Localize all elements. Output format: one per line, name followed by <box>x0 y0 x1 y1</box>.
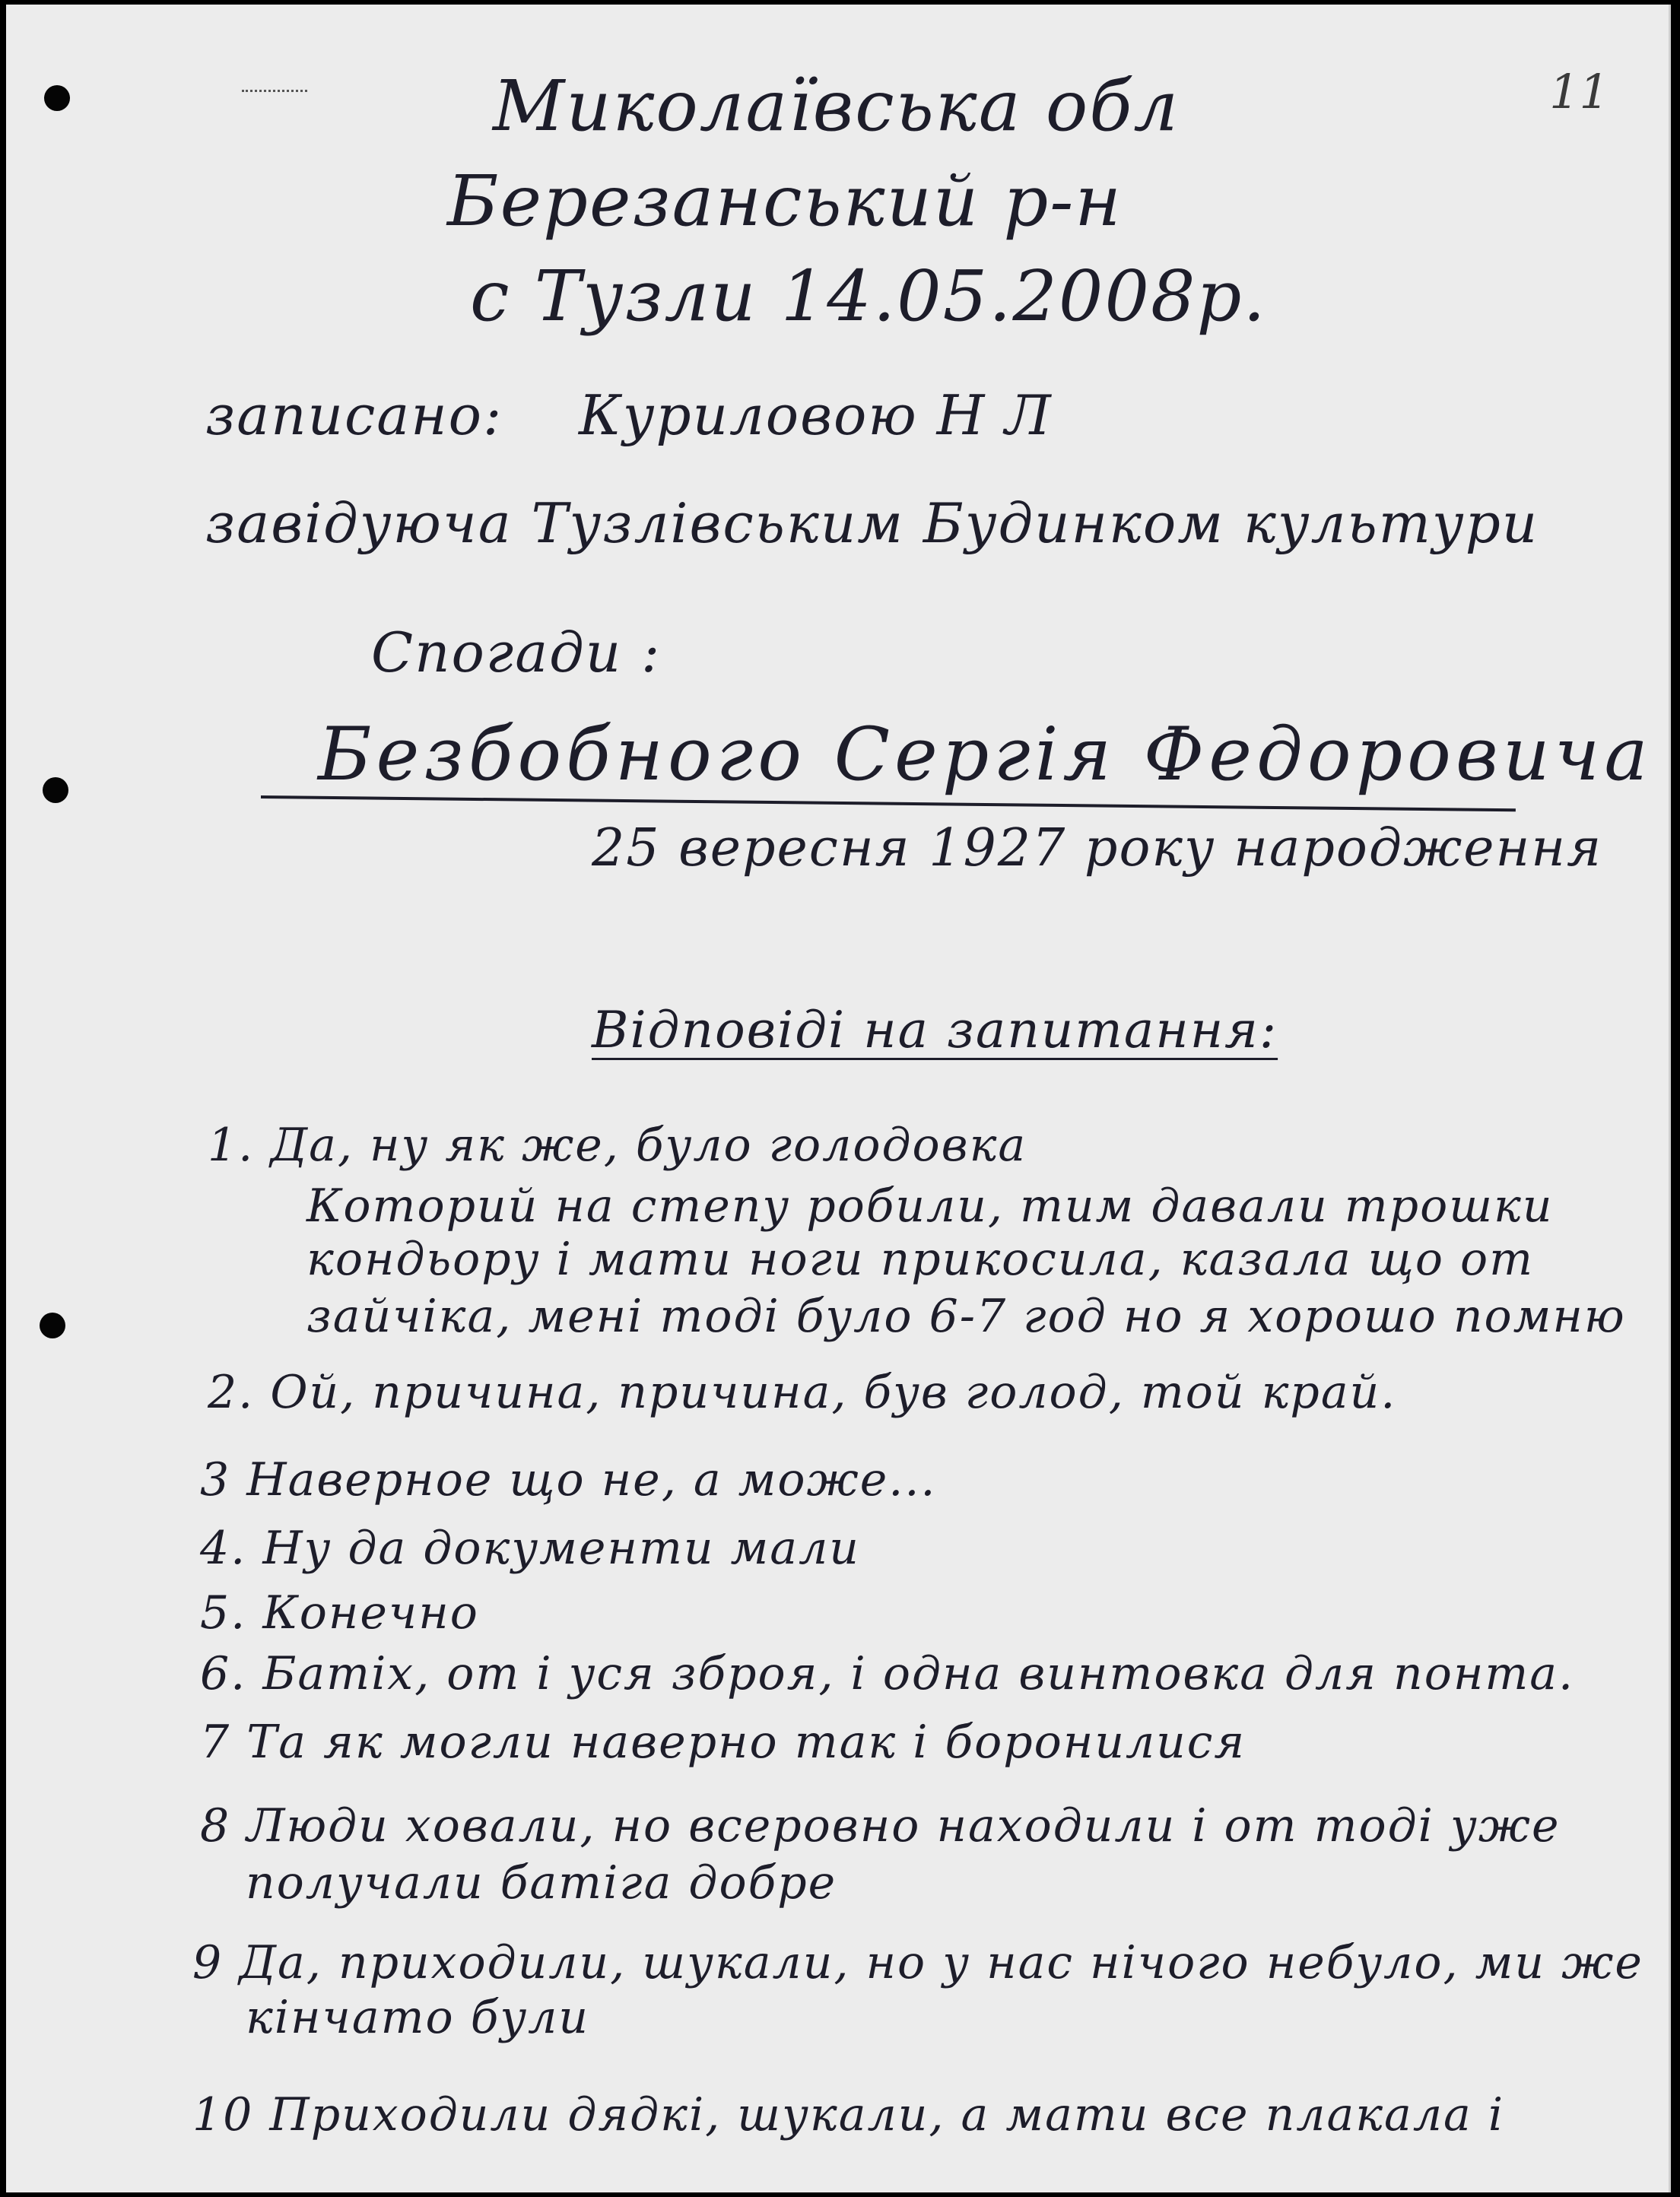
answer-line: зайчіка, мені тоді було 6-7 год но я хорошо помню <box>306 1290 1626 1343</box>
region-line: Миколаївська обл <box>493 65 1180 147</box>
answer-line: кінчато були <box>246 1991 589 2044</box>
punch-hole-middle <box>43 777 68 803</box>
answer-line: 4. Ну да документи мали <box>200 1522 860 1575</box>
answer-line: 10 Приходили дядкі, шукали, а мати все плакала і <box>192 2088 1505 2141</box>
document-page <box>6 5 1671 2192</box>
punch-hole-top <box>44 85 70 111</box>
recorded-by-label: записано: <box>205 383 503 447</box>
recorder-position: завідуюча Тузлівським Будинком культури <box>205 491 1539 555</box>
page-number: 11 <box>1549 64 1609 119</box>
recorder-name: Куриловою Н Л <box>579 383 1053 447</box>
narrator-name: Безбобного Сергія Федоровича <box>318 712 1653 797</box>
name-underline <box>261 795 1516 811</box>
answer-line: 1. Да, ну як же, було голодовка <box>208 1119 1027 1172</box>
answer-line: 8 Люди ховали, но всеровно находили і от тоді уже <box>200 1799 1561 1853</box>
answer-line: Которий на степу робили, тим давали трошки <box>306 1179 1554 1233</box>
memoirs-label: Спогади : <box>371 621 662 684</box>
punch-hole-lower <box>40 1313 65 1338</box>
answer-line: 2. Ой, причина, причина, був голод, той край. <box>208 1366 1397 1419</box>
answer-line: 7 Та як могли наверно так і боронилися <box>200 1716 1247 1769</box>
answer-line: получали батіга добре <box>246 1856 837 1910</box>
answer-line: 5. Конечно <box>200 1586 479 1640</box>
district-line: Березанський р-н <box>447 160 1123 242</box>
answer-line: 6. Батіх, от і уся зброя, і одна винтовка для понта. <box>200 1647 1575 1700</box>
answers-title: Відповіді на запитання: <box>592 1001 1278 1059</box>
answer-line: 3 Наверное що не, а може... <box>200 1453 937 1506</box>
narrator-birth: 25 вересня 1927 року народження <box>592 818 1603 878</box>
margin-mark <box>242 90 307 95</box>
answer-line: 9 Да, приходили, шукали, но у нас нічого небуло, ми же <box>192 1936 1643 1989</box>
recorded-by-line <box>205 383 1052 447</box>
village-date-line: с Тузли 14.05.2008р. <box>470 256 1267 337</box>
answer-line: кондьору і мати ноги прикосила, казала що от <box>306 1233 1535 1286</box>
